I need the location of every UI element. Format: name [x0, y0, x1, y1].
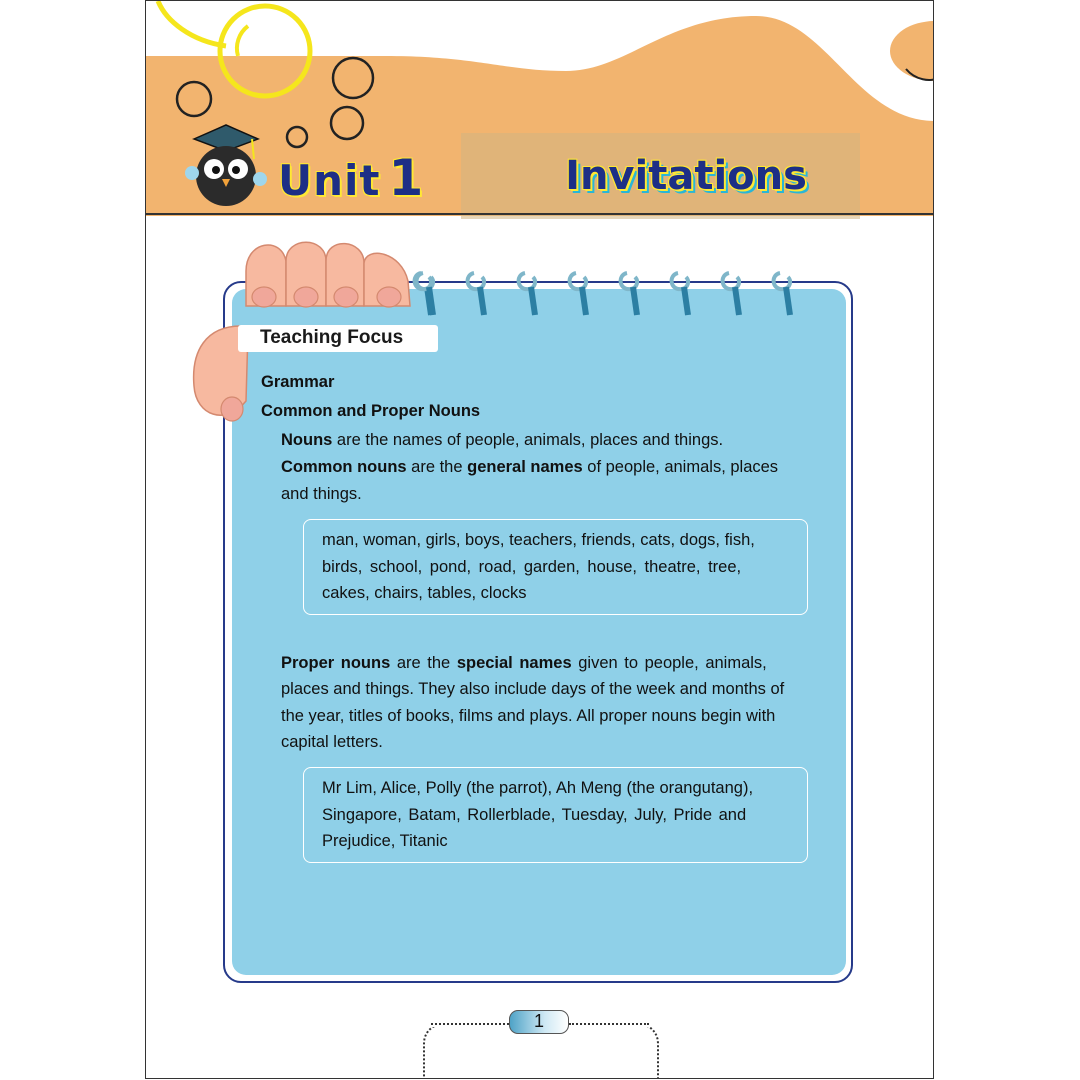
common-nouns-definition-line3: and things. [281, 485, 362, 503]
page [145, 0, 934, 1079]
common-examples-line2: birds, school, pond, road, garden, house, theatre, tree, [322, 558, 742, 576]
footer-dotted-line-left [431, 1023, 509, 1025]
common-proper-nouns-heading: Common and Proper Nouns [261, 402, 481, 420]
common-examples-line1: man, woman, girls, boys, teachers, friends, cats, dogs, fish, [322, 531, 755, 549]
header-divider [146, 213, 934, 215]
common-nouns-term: Common nouns [281, 458, 407, 476]
proper-nouns-mid: are the [390, 654, 457, 672]
proper-nouns-line2: places and things. They also include days of the week and months of [281, 680, 785, 698]
proper-examples-line1: Mr Lim, Alice, Polly (the parrot), Ah Meng (the orangutang), [322, 779, 754, 797]
special-names-term: special names [456, 654, 572, 672]
proper-nouns-rest: given to people, animals, [571, 654, 767, 672]
proper-nouns-definition [281, 650, 767, 677]
proper-examples-line2: Singapore, Batam, Rollerblade, Tuesday, July, Pride and [322, 806, 747, 824]
nouns-definition [281, 427, 723, 454]
general-names-term: general names [467, 458, 583, 476]
unit-header [146, 1, 934, 216]
nouns-term: Nouns [281, 431, 333, 449]
grammar-heading: Grammar [261, 373, 335, 391]
owl-mascot-icon [184, 121, 269, 211]
unit-word: Unit [278, 156, 381, 205]
common-examples-line3: cakes, chairs, tables, clocks [322, 584, 527, 602]
common-nouns-rest: of people, animals, places [582, 458, 779, 476]
teaching-focus-label: Teaching Focus [260, 327, 404, 348]
nouns-definition-text: are the names of people, animals, places and things. [332, 431, 724, 449]
footer-dotted-line-right [569, 1023, 649, 1025]
proper-examples-line3: Prejudice, Titanic [322, 832, 448, 850]
unit-title: Invitations [565, 153, 807, 199]
page-number: 1 [533, 1011, 544, 1031]
spiral-rings-icon [411, 263, 811, 323]
unit-label [278, 149, 424, 207]
proper-nouns-line4: capital letters. [281, 733, 383, 751]
proper-nouns-term: Proper nouns [281, 654, 391, 672]
unit-number: 1 [388, 149, 425, 207]
common-nouns-definition [281, 454, 778, 481]
common-nouns-mid: are the [406, 458, 468, 476]
proper-nouns-line3: the year, titles of books, films and plays. All proper nouns begin with [281, 707, 776, 725]
